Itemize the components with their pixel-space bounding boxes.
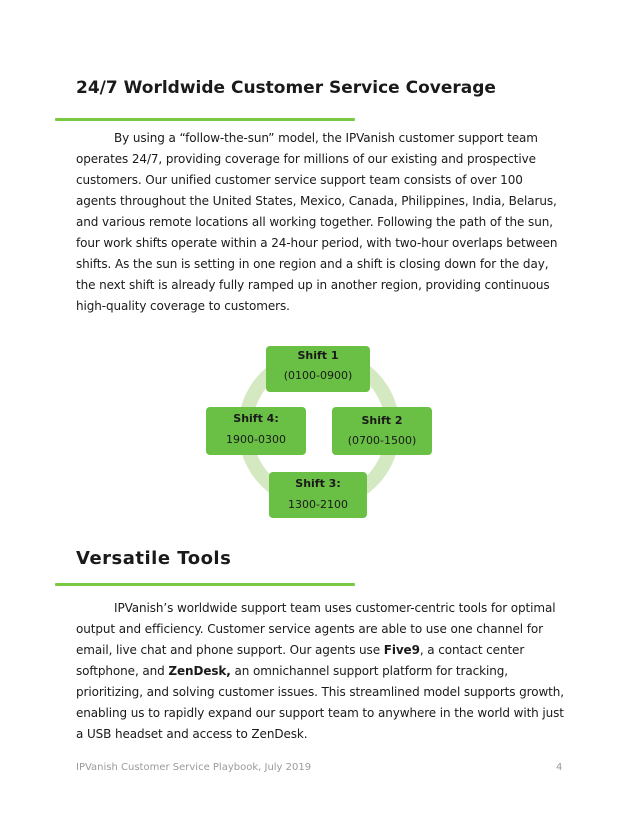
tools-text-end: an omnichannel support platform for tracking, prioritizing, and solving customer issues. This streamlined model supports growth, enabling us to rapidly expand our support team to anywhere in the world with just a USB headset and access to ZenDesk. (76, 664, 565, 741)
tool-zendesk: ZenDesk, (168, 664, 231, 678)
shift-1-time: (0100-0900) (283, 369, 353, 382)
shift-3-title: Shift 3: (295, 477, 341, 490)
coverage-paragraph: By using a “follow-the-sun” model, the IPVanish customer support team operates 24/7, providing coverage for millions of our existing and prospective customers. Our unified customer service support team consists of over 100 agents throughout the United States, Mexico, Canada, Philippines, India, Belarus, and various remote locations all working together. Following the path of the sun, four work shifts operate within a 24-hour period, with two-hour overlaps between shifts. As the sun is setting in one region and a shift is closing down for the day, the next shift is already fully ramped up in another region, providing continuous high-quality coverage to customers. (76, 131, 558, 313)
shift-3-time: 1300-2100 (288, 498, 348, 511)
shift-4-title: Shift 4: (233, 412, 279, 425)
shift-4-box (206, 407, 306, 455)
shift-1-box (266, 346, 370, 392)
shift-2-title: Shift 2 (361, 414, 403, 427)
footer-document-title: IPVanish Customer Service Playbook, July 2019 (76, 762, 312, 773)
tools-paragraph (76, 598, 566, 745)
section-heading-tools: Versatile Tools (76, 548, 232, 569)
shift-4-time: 1900-0300 (226, 433, 286, 446)
shift-2-time: (0700-1500) (347, 434, 417, 447)
shift-3-box (269, 472, 367, 518)
page-number: 4 (556, 762, 563, 773)
section-heading-coverage: 24/7 Worldwide Customer Service Coverage (76, 78, 496, 98)
tool-five9: Five9 (383, 643, 420, 657)
shift-1-title: Shift 1 (297, 349, 339, 362)
shift-2-box (332, 407, 432, 455)
heading-underline (55, 583, 355, 586)
tools-text-mid: , a contact center softphone, and (76, 643, 525, 678)
tools-text-start: IPVanish’s worldwide support team uses customer-centric tools for optimal output and efficiency. Customer service agents are able to use one channel for email, live chat and phone support. Our agents use (76, 601, 556, 657)
